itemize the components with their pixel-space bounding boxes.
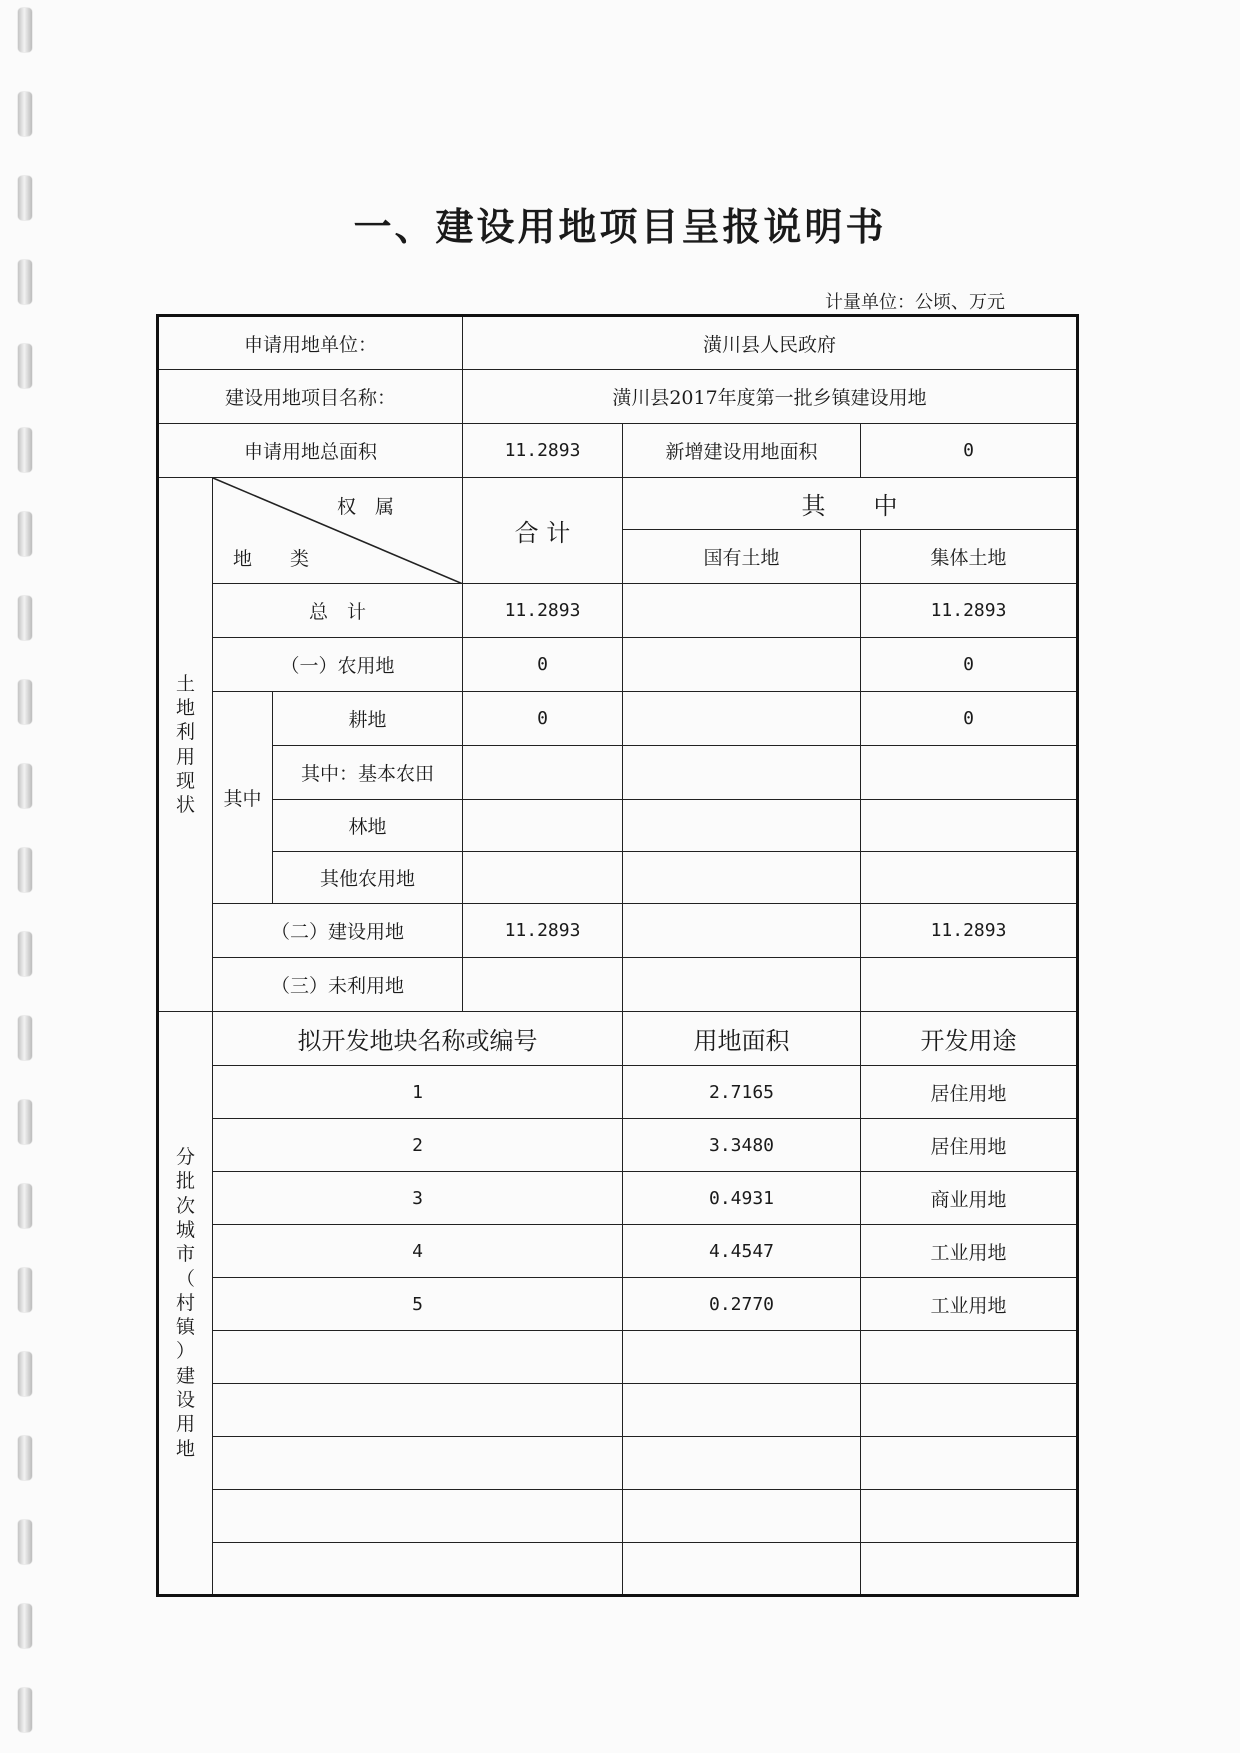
land-row-state: [623, 584, 861, 638]
plot-use: 居住用地: [861, 1119, 1078, 1172]
project-value: 潢川县2017年度第一批乡镇建设用地: [463, 370, 1078, 424]
section-char: 建: [175, 1364, 195, 1387]
land-row: [158, 746, 1078, 800]
plot-row: [158, 1331, 1078, 1384]
plot-use: 商业用地: [861, 1172, 1078, 1225]
plot-use: 居住用地: [861, 1066, 1078, 1119]
land-row-total: 0: [463, 692, 623, 746]
plot-row: [158, 1437, 1078, 1490]
binding-hole: [18, 512, 32, 556]
new-area-value: 0: [861, 424, 1078, 478]
plot-use: [861, 1490, 1078, 1543]
total-area-label: 申请用地总面积: [158, 424, 463, 478]
plot-area: 0.2770: [623, 1278, 861, 1331]
plot-area: [623, 1384, 861, 1437]
section-char: 批: [175, 1170, 195, 1193]
section-char: 地: [175, 696, 195, 719]
land-row-name: （三）未利用地: [213, 958, 463, 1012]
land-row-collective: [861, 958, 1078, 1012]
total-area-value: 11.2893: [463, 424, 623, 478]
applicant-value: 潢川县人民政府: [463, 316, 1078, 370]
binding-hole: [18, 1268, 32, 1312]
section-char: 镇: [175, 1316, 195, 1339]
land-row-collective: 0: [861, 638, 1078, 692]
binding-hole: [18, 1604, 32, 1648]
section-char: 城: [175, 1218, 195, 1241]
batch-section-label: [158, 1012, 213, 1596]
land-status-header-row: [158, 478, 1078, 530]
project-label: 建设用地项目名称：: [158, 370, 463, 424]
land-row-total: [463, 746, 623, 800]
land-row-collective: [861, 852, 1078, 904]
binding-hole: [18, 932, 32, 976]
collective-land-header: 集体土地: [861, 530, 1078, 584]
binding-hole: [18, 428, 32, 472]
new-area-label: 新增建设用地面积: [623, 424, 861, 478]
section-char: ）: [175, 1340, 195, 1363]
land-row-state: [623, 904, 861, 958]
area-row: [158, 424, 1078, 478]
land-row-total: 0: [463, 638, 623, 692]
unit-note: 计量单位：公顷、万元: [825, 292, 1005, 313]
land-row-name: 其中：基本农田: [273, 746, 463, 800]
land-row: [158, 904, 1078, 958]
applicant-row: [158, 316, 1078, 370]
section-char: 地: [175, 1437, 195, 1460]
section-char: 土: [175, 672, 195, 695]
land-row-collective: 0: [861, 692, 1078, 746]
binding-hole: [18, 764, 32, 808]
among-header: 其 中: [623, 478, 1078, 530]
land-row-name: （一）农用地: [213, 638, 463, 692]
plot-row: [158, 1119, 1078, 1172]
land-row-total: [463, 800, 623, 852]
section-char: 利: [175, 721, 195, 744]
plot-use: [861, 1437, 1078, 1490]
land-row-state: [623, 692, 861, 746]
plot-id: [213, 1384, 623, 1437]
plot-id: [213, 1490, 623, 1543]
plot-area-header: 用地面积: [623, 1012, 861, 1066]
binding-hole: [18, 344, 32, 388]
section-char: 现: [175, 769, 195, 792]
diagonal-header-cell: [213, 478, 463, 584]
land-status-section-label: [158, 478, 213, 1012]
plot-area: 3.3480: [623, 1119, 861, 1172]
category-header: 地 类: [233, 548, 310, 570]
binding-hole: [18, 1436, 32, 1480]
page-title: 一、建设用地项目呈报说明书: [353, 205, 887, 249]
land-row: [158, 800, 1078, 852]
plot-row: [158, 1384, 1078, 1437]
report-table: [156, 314, 1079, 1597]
section-char: 分: [175, 1145, 195, 1168]
plot-row: [158, 1278, 1078, 1331]
plot-row: [158, 1225, 1078, 1278]
batch-header-row: [158, 1012, 1078, 1066]
plot-area: [623, 1437, 861, 1490]
land-row-name: 耕地: [273, 692, 463, 746]
ownership-header: 权 属: [337, 496, 395, 518]
land-row-name: 总 计: [213, 584, 463, 638]
binding-hole: [18, 680, 32, 724]
land-row: [158, 692, 1078, 746]
plot-area: [623, 1331, 861, 1384]
plot-id: [213, 1543, 623, 1596]
plot-row: [158, 1172, 1078, 1225]
plot-area: 0.4931: [623, 1172, 861, 1225]
plot-id: 4: [213, 1225, 623, 1278]
plot-use: 工业用地: [861, 1225, 1078, 1278]
plot-area: 2.7165: [623, 1066, 861, 1119]
plot-use-header: 开发用途: [861, 1012, 1078, 1066]
total-header: 合 计: [463, 478, 623, 584]
section-char: 设: [175, 1389, 195, 1412]
land-row-total: [463, 852, 623, 904]
land-row-total: [463, 958, 623, 1012]
plot-id: 1: [213, 1066, 623, 1119]
land-row-state: [623, 746, 861, 800]
plot-id: 5: [213, 1278, 623, 1331]
binding-hole: [18, 260, 32, 304]
project-row: [158, 370, 1078, 424]
land-row-name: 林地: [273, 800, 463, 852]
plot-use: [861, 1384, 1078, 1437]
binding-hole: [18, 92, 32, 136]
section-char: 市: [175, 1243, 195, 1266]
binding-hole: [18, 596, 32, 640]
land-row-state: [623, 800, 861, 852]
binding-hole: [18, 848, 32, 892]
plot-header: 拟开发地块名称或编号: [213, 1012, 623, 1066]
state-land-header: 国有土地: [623, 530, 861, 584]
land-row-name: （二）建设用地: [213, 904, 463, 958]
section-char: 次: [175, 1194, 195, 1217]
binding-hole: [18, 1016, 32, 1060]
section-char: 村: [175, 1291, 195, 1314]
land-row-total: 11.2893: [463, 904, 623, 958]
binding-hole: [18, 8, 32, 52]
section-char: （: [175, 1267, 195, 1290]
plot-id: 3: [213, 1172, 623, 1225]
plot-use: [861, 1543, 1078, 1596]
land-row-collective: [861, 746, 1078, 800]
land-row-name: 其他农用地: [273, 852, 463, 904]
applicant-label: 申请用地单位：: [158, 316, 463, 370]
plot-area: 4.4547: [623, 1225, 861, 1278]
plot-id: [213, 1437, 623, 1490]
land-row: [158, 958, 1078, 1012]
land-row-total: 11.2893: [463, 584, 623, 638]
plot-row: [158, 1543, 1078, 1596]
land-row-state: [623, 852, 861, 904]
plot-row: [158, 1066, 1078, 1119]
binding-hole: [18, 1184, 32, 1228]
land-row-collective: [861, 800, 1078, 852]
land-row: [158, 584, 1078, 638]
section-char: 用: [175, 1413, 195, 1436]
plot-area: [623, 1490, 861, 1543]
land-row-collective: 11.2893: [861, 584, 1078, 638]
section-char: 状: [175, 794, 195, 817]
plot-id: [213, 1331, 623, 1384]
land-row: [158, 852, 1078, 904]
plot-use: 工业用地: [861, 1278, 1078, 1331]
land-row-state: [623, 638, 861, 692]
binding-hole: [18, 1520, 32, 1564]
plot-row: [158, 1490, 1078, 1543]
land-row: [158, 638, 1078, 692]
binding-hole: [18, 1100, 32, 1144]
plot-area: [623, 1543, 861, 1596]
section-char: 用: [175, 745, 195, 768]
land-row-state: [623, 958, 861, 1012]
plot-id: 2: [213, 1119, 623, 1172]
binding-hole: [18, 1688, 32, 1732]
sub-group-label: 其中: [213, 692, 273, 904]
binding-hole: [18, 1352, 32, 1396]
land-row-collective: 11.2893: [861, 904, 1078, 958]
plot-use: [861, 1331, 1078, 1384]
